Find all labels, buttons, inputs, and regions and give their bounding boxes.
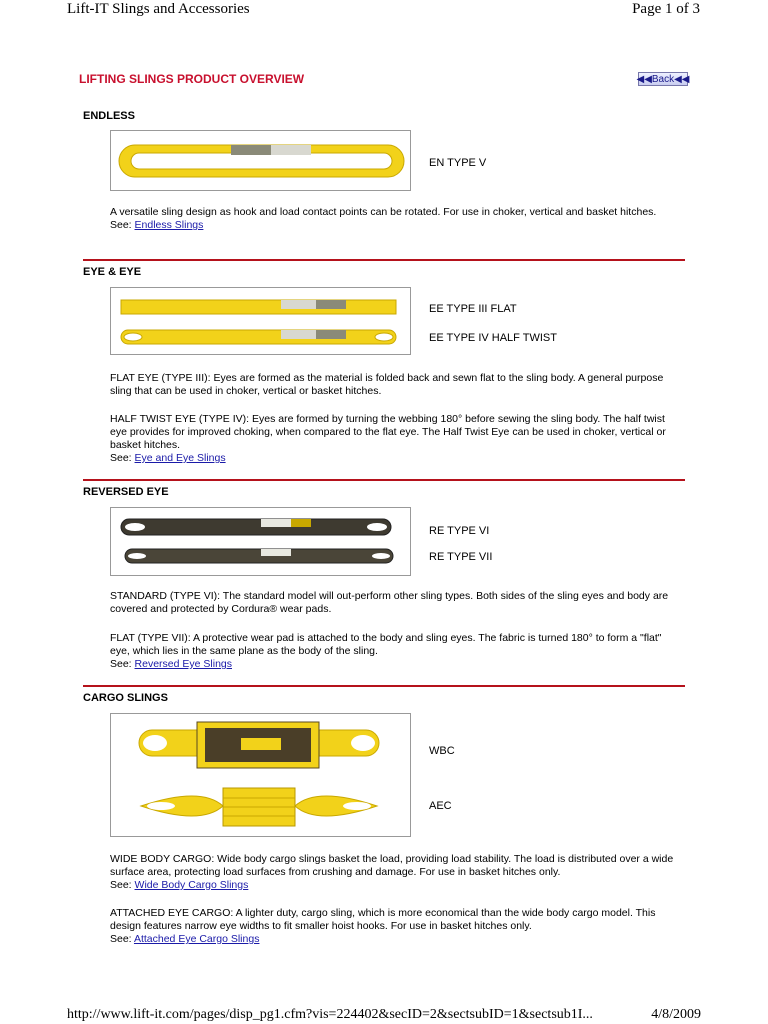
see-prefix: See:: [110, 879, 135, 891]
endless-paragraph: A versatile sling design as hook and load contact points can be rotated. For use in choker, vertical and basket hitches.: [110, 206, 657, 218]
cargo-sling-image: [110, 713, 411, 837]
endless-description: [110, 206, 682, 232]
cargo-see-line-2: [110, 933, 682, 946]
type-label-aec: AEC: [429, 800, 452, 812]
page-heading: LIFTING SLINGS PRODUCT OVERVIEW: [79, 72, 305, 86]
wide-body-cargo-slings-link[interactable]: Wide Body Cargo Slings: [134, 879, 249, 891]
section-divider: [83, 259, 685, 261]
type-label-re-type-vi: RE TYPE VI: [429, 525, 490, 537]
endless-see-line: [110, 219, 682, 232]
eye-eye-description-2: [110, 413, 682, 465]
cargo-description-1: [110, 853, 682, 892]
reversed-eye-sling-image: [110, 507, 411, 576]
type-label-en-type-v: EN TYPE V: [429, 157, 487, 169]
footer-date: 4/8/2009: [651, 1007, 701, 1022]
section-title-cargo-slings: CARGO SLINGS: [83, 692, 168, 704]
endless-slings-link[interactable]: Endless Slings: [134, 219, 204, 231]
endless-sling-image: [110, 130, 411, 191]
back-button[interactable]: ◀◀Back◀◀: [636, 73, 690, 85]
section-title-eye-eye: EYE & EYE: [83, 266, 142, 278]
eye-eye-see-line: [110, 452, 682, 465]
section-divider: [83, 479, 685, 481]
section-title-endless: ENDLESS: [83, 110, 135, 122]
footer-url: http://www.lift-it.com/pages/disp_pg1.cfm?vis=224402&secID=2&sectsubID=1&sectsub1I...: [67, 1007, 593, 1022]
attached-eye-cargo-slings-link[interactable]: Attached Eye Cargo Slings: [133, 933, 260, 945]
reversed-eye-description-1: STANDARD (TYPE VI): The standard model will out-perform other sling types. Both sides of the sling eyes and body are covered and protected by Cordura® wear pads.: [110, 590, 669, 615]
eye-and-eye-slings-link[interactable]: Eye and Eye Slings: [134, 452, 226, 464]
eye-eye-sling-image: [110, 287, 411, 355]
attached-eye-cargo-paragraph: ATTACHED EYE CARGO: A lighter duty, cargo sling, which is more economical than the wide body cargo model. This design features narrow eye widths to fit smaller hoist hooks. For use in basket hitches only.: [110, 907, 656, 932]
reversed-eye-description-2: [110, 632, 682, 671]
section-divider: [83, 685, 685, 687]
eye-eye-description-1: FLAT EYE (TYPE III): Eyes are formed as the material is folded back and sewn flat to the sling body. A general purpose sling that can be used in choker, vertical or basket hitches.: [110, 372, 664, 397]
see-prefix: See:: [110, 219, 135, 231]
document-title: Lift-IT Slings and Accessories: [67, 1, 250, 17]
page-number: Page 1 of 3: [632, 1, 700, 17]
cargo-see-line-1: [110, 879, 682, 892]
reversed-eye-slings-link[interactable]: Reversed Eye Slings: [134, 658, 232, 670]
section-title-reversed-eye: REVERSED EYE: [83, 486, 169, 498]
wide-body-cargo-paragraph: WIDE BODY CARGO: Wide body cargo slings basket the load, providing load stability. The load is distributed over a wide surface area, protecting load surfaces from crushing and damage. For use in basket hitches only.: [110, 853, 674, 878]
see-prefix: See:: [110, 658, 135, 670]
eye-eye-paragraph: HALF TWIST EYE (TYPE IV): Eyes are formed by turning the webbing 180° before sewing the sling body. The half twist eye provides for improved choking, when compared to the flat eye. The Half Twist Eye can be used in choker, vertical or basket hitches.: [110, 413, 666, 451]
type-label-ee-type-iv: EE TYPE IV HALF TWIST: [429, 332, 557, 344]
reversed-eye-paragraph: FLAT (TYPE VII): A protective wear pad is attached to the body and sling eyes. The fabric is turned 180° to form a "flat" eye, which lies in the same plane as the body of the sling.: [110, 632, 662, 657]
endless-sling-icon: [111, 131, 410, 190]
type-label-ee-type-iii: EE TYPE III FLAT: [429, 303, 517, 315]
see-prefix: See:: [110, 452, 135, 464]
reversed-eye-see-line: [110, 658, 682, 671]
eye-eye-sling-icon: [111, 288, 410, 354]
type-label-re-type-vii: RE TYPE VII: [429, 551, 493, 563]
see-prefix: See:: [110, 933, 134, 945]
cargo-description-2: [110, 907, 682, 946]
type-label-wbc: WBC: [429, 745, 455, 757]
reversed-eye-sling-icon: [111, 508, 410, 575]
cargo-sling-icon: [111, 714, 410, 836]
